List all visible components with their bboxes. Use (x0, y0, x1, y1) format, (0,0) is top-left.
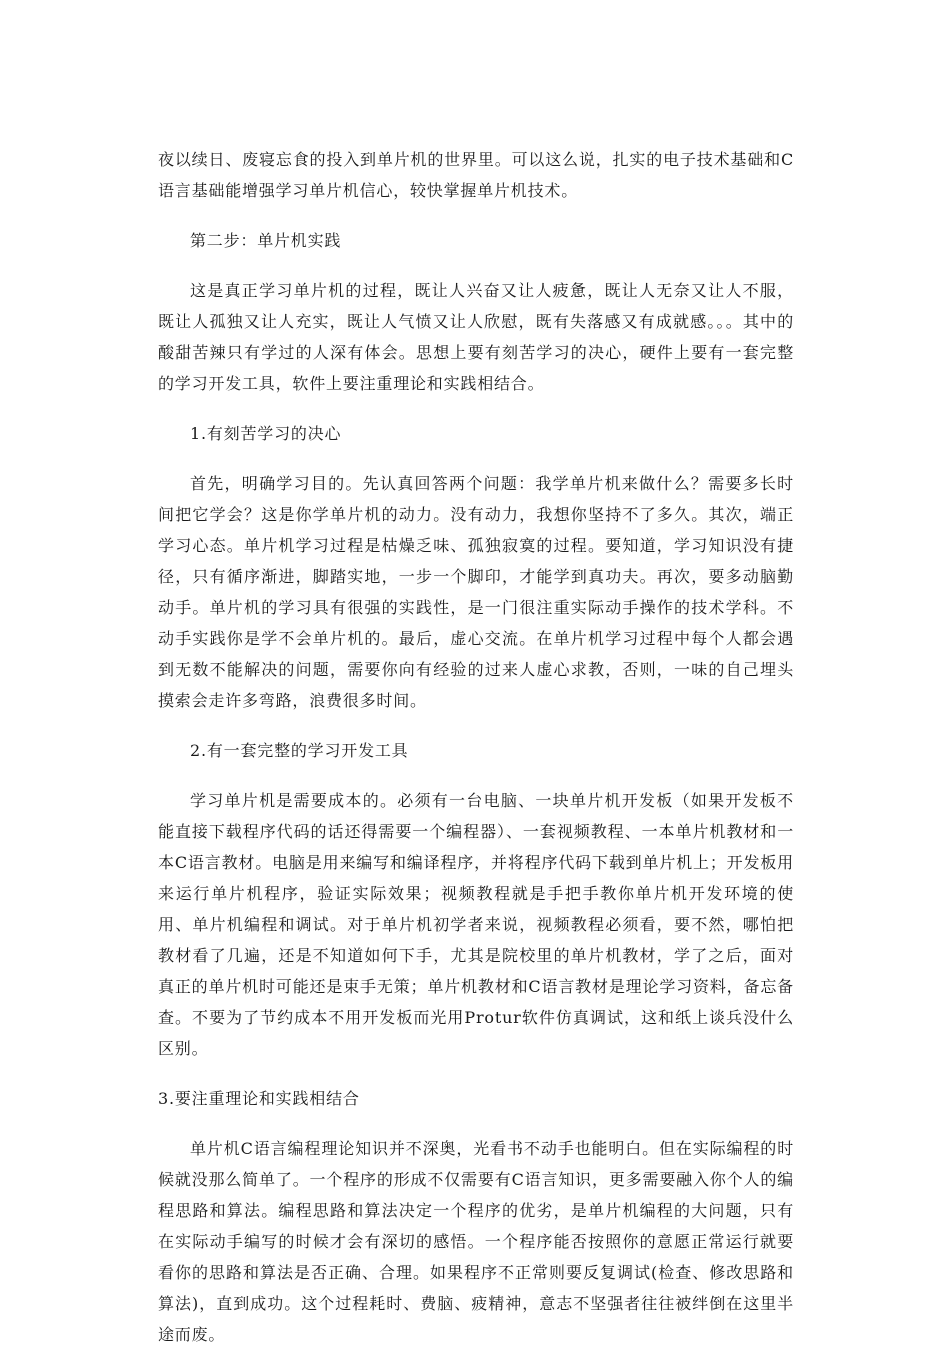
heading-dev-tools: 2.有一套完整的学习开发工具 (190, 741, 409, 760)
paragraph-theory-practice: 单片机C语言编程理论知识并不深奥，光看书不动手也能明白。但在实际编程的时候就没那么简单了。一个程序的形成不仅需要有C语言知识，更多需要融入你个人的编程思路和算法。编程思路和算法决定一个程序的优劣，是单片机编程的大问题，只有在实际动手编写的时候才会有深切的感悟。一个程序能否按照你的意愿正常运行就要看你的思路和算法是否正确、合理。如果程序不正常则要反复调试(检查、修改思路和算法)，直到成功。这个过程耗时、费脑、疲精神，意志不坚强者往往被绊倒在这里半途而废。 (158, 1139, 794, 1344)
heading-theory-practice: 3.要注重理论和实践相结合 (158, 1089, 360, 1108)
paragraph-determination: 首先，明确学习目的。先认真回答两个问题：我学单片机来做什么？需要多长时间把它学会？这是你学单片机的动力。没有动力，我想你坚持不了多久。其次，端正学习心态。单片机学习过程是枯燥乏味、孤独寂寞的过程。要知道，学习知识没有捷径，只有循序渐进，脚踏实地，一步一个脚印，才能学到真功夫。再次，要多动脑勤动手。单片机的学习具有很强的实践性，是一门很注重实际动手操作的技术学科。不动手实践你是学不会单片机的。最后，虚心交流。在单片机学习过程中每个人都会遇到无数不能解决的问题，需要你向有经验的过来人虚心求教，否则，一味的自己埋头摸索会走许多弯路，浪费很多时间。 (158, 474, 794, 710)
paragraph-dev-tools: 学习单片机是需要成本的。必须有一台电脑、一块单片机开发板（如果开发板不能直接下载程序代码的话还得需要一个编程器）、一套视频教程、一本单片机教材和一本C语言教材。电脑是用来编写和编译程序，并将程序代码下载到单片机上；开发板用来运行单片机程序，验证实际效果；视频教程就是手把手教你单片机开发环境的使用、单片机编程和调试。对于单片机初学者来说，视频教程必须看，要不然，哪怕把教材看了几遍，还是不知道如何下手，尤其是院校里的单片机教材，学了之后，面对真正的单片机时可能还是束手无策；单片机教材和C语言教材是理论学习资料，备忘备查。不要为了节约成本不用开发板而光用Protur软件仿真调试，这和纸上谈兵没什么区别。 (158, 791, 794, 1058)
document-body (158, 144, 794, 1369)
paragraph-step-two: 这是真正学习单片机的过程，既让人兴奋又让人疲惫，既让人无奈又让人不服，既让人孤独又让人充实，既让人气愤又让人欣慰，既有失落感又有成就感。。。其中的酸甜苦辣只有学过的人深有体会。思想上要有刻苦学习的决心，硬件上要有一套完整的学习开发工具，软件上要注重理论和实践相结合。 (158, 281, 794, 393)
heading-step-two: 第二步：单片机实践 (190, 231, 342, 250)
paragraph-continuation: 夜以续日、废寝忘食的投入到单片机的世界里。可以这么说，扎实的电子技术基础和C语言基础能增强学习单片机信心，较快掌握单片机技术。 (158, 150, 794, 200)
heading-determination: 1.有刻苦学习的决心 (190, 424, 342, 443)
